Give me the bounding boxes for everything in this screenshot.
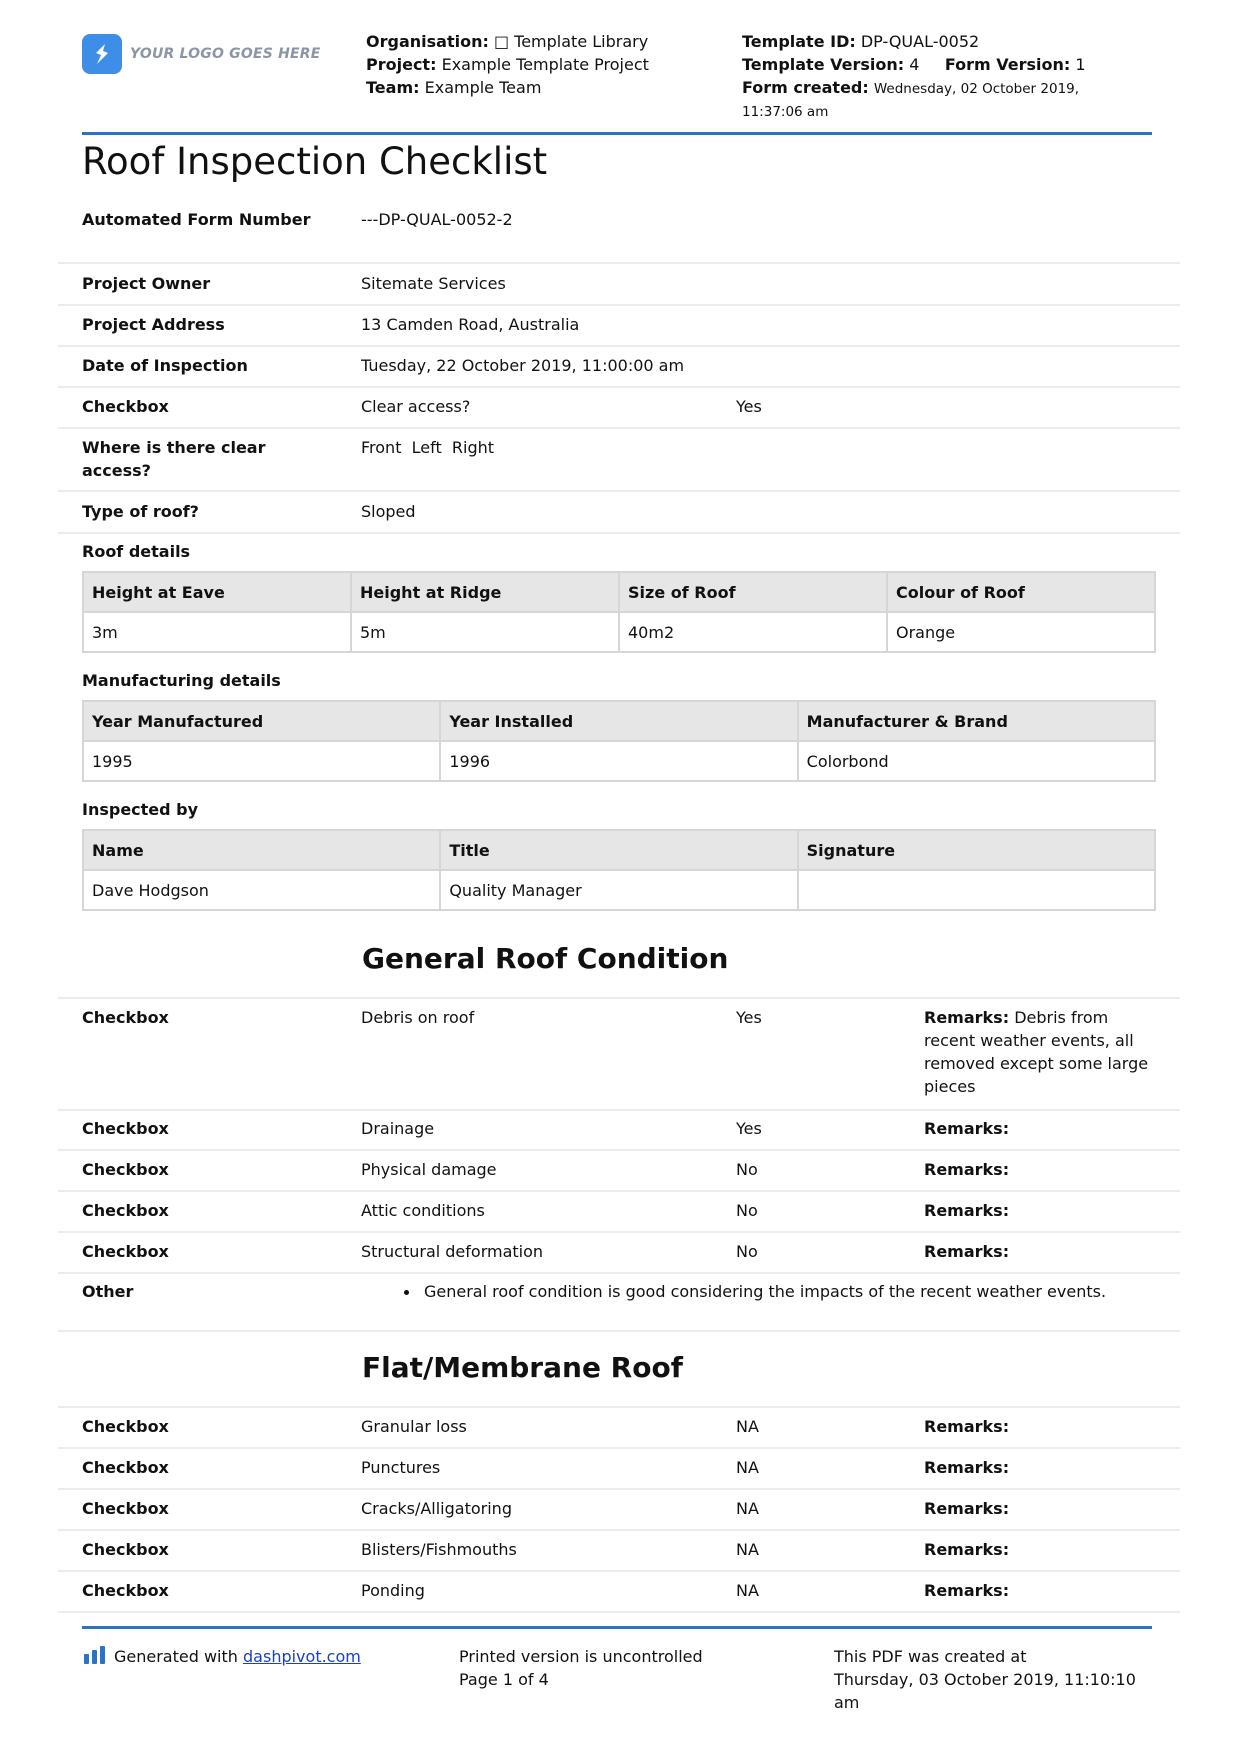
inspected-by-table bbox=[82, 829, 1156, 911]
checklist-row bbox=[58, 1456, 1180, 1490]
table-cell: Colorbond bbox=[798, 741, 1155, 781]
form-created-label: Form created: bbox=[742, 78, 869, 97]
checklist-item: Debris on roof bbox=[361, 1008, 475, 1027]
field-row bbox=[58, 500, 1180, 534]
field-label: Project Owner bbox=[82, 274, 211, 293]
remarks-label: Remarks: bbox=[924, 1540, 1010, 1559]
field-label: Automated Form Number bbox=[82, 210, 311, 229]
field-value: Sloped bbox=[361, 502, 416, 521]
team-label: Team: bbox=[366, 78, 420, 97]
checklist-remarks bbox=[924, 1415, 1160, 1438]
header-project-info bbox=[366, 30, 726, 99]
checklist-item: Blisters/Fishmouths bbox=[361, 1540, 517, 1559]
table-header: Height at Ridge bbox=[351, 572, 619, 612]
header-divider bbox=[82, 132, 1152, 135]
checklist-remarks bbox=[924, 1538, 1160, 1561]
roof-details-table bbox=[82, 571, 1156, 653]
checklist-answer: NA bbox=[736, 1540, 759, 1559]
checklist-answer: NA bbox=[736, 1458, 759, 1477]
remarks-label: Remarks: bbox=[924, 1458, 1010, 1477]
template-id-label: Template ID: bbox=[742, 32, 856, 51]
checklist-row bbox=[58, 1415, 1180, 1449]
table-cell: 3m bbox=[83, 612, 351, 652]
table-header: Year Manufactured bbox=[83, 701, 440, 741]
field-label: Date of Inspection bbox=[82, 356, 248, 375]
remarks-text: Debris from recent weather events, all removed except some large pieces bbox=[924, 1008, 1149, 1096]
table-header: Signature bbox=[798, 830, 1155, 870]
checklist-label: Checkbox bbox=[82, 1458, 169, 1477]
checklist-item: Granular loss bbox=[361, 1417, 467, 1436]
section-divider bbox=[58, 1406, 1180, 1408]
checklist-remarks bbox=[924, 1579, 1160, 1602]
checklist-label: Checkbox bbox=[82, 1417, 169, 1436]
other-row bbox=[58, 1280, 1180, 1332]
logo-text: YOUR LOGO GOES HERE bbox=[130, 46, 321, 62]
table-cell: Dave Hodgson bbox=[83, 870, 440, 910]
created-line: This PDF was created at bbox=[834, 1647, 1027, 1666]
checklist-label: Checkbox bbox=[82, 1499, 169, 1518]
field-label: Type of roof? bbox=[82, 502, 199, 521]
checklist-row bbox=[58, 1158, 1180, 1192]
checklist-label: Checkbox bbox=[82, 1160, 169, 1179]
checklist-row bbox=[58, 1579, 1180, 1613]
logo-icon bbox=[82, 34, 122, 74]
table-cell: 1995 bbox=[83, 741, 440, 781]
form-version-label: Form Version: bbox=[944, 55, 1071, 74]
checklist-item: Attic conditions bbox=[361, 1201, 485, 1220]
checklist-remarks bbox=[924, 1240, 1160, 1263]
checklist-label: Checkbox bbox=[82, 1242, 169, 1261]
remarks-label: Remarks: bbox=[924, 1201, 1010, 1220]
field-answer: Yes bbox=[736, 397, 762, 416]
field-label: Where is there clear access? bbox=[82, 438, 266, 480]
section-divider bbox=[58, 997, 1180, 999]
section-heading-general: General Roof Condition bbox=[362, 942, 729, 975]
checklist-remarks bbox=[924, 1006, 1160, 1098]
footer-created bbox=[834, 1645, 1164, 1714]
bullet-icon bbox=[404, 1290, 409, 1295]
created-line: Thursday, 03 October 2019, 11:10:10 bbox=[834, 1670, 1136, 1689]
table-cell: 5m bbox=[351, 612, 619, 652]
checklist-remarks bbox=[924, 1456, 1160, 1479]
template-id-value: DP-QUAL-0052 bbox=[860, 32, 980, 51]
checklist-label: Checkbox bbox=[82, 1119, 169, 1138]
remarks-label: Remarks: bbox=[924, 1417, 1010, 1436]
checklist-row bbox=[58, 1538, 1180, 1572]
created-line: am bbox=[834, 1693, 860, 1712]
checklist-item: Drainage bbox=[361, 1119, 435, 1138]
table-header: Year Installed bbox=[440, 701, 797, 741]
other-label: Other bbox=[82, 1282, 134, 1301]
generated-text: Generated with bbox=[114, 1647, 238, 1666]
checklist-remarks bbox=[924, 1199, 1160, 1222]
table-header: Name bbox=[83, 830, 440, 870]
field-row bbox=[58, 436, 1180, 492]
remarks-label: Remarks: bbox=[924, 1499, 1010, 1518]
checklist-item: Ponding bbox=[361, 1581, 425, 1600]
checklist-row bbox=[58, 1117, 1180, 1151]
company-logo bbox=[82, 34, 321, 74]
checklist-answer: NA bbox=[736, 1499, 759, 1518]
dashpivot-logo-icon bbox=[84, 1646, 108, 1670]
form-version-value: 1 bbox=[1075, 55, 1086, 74]
checklist-item: Punctures bbox=[361, 1458, 441, 1477]
checklist-row bbox=[58, 1240, 1180, 1274]
footer-generated bbox=[84, 1645, 361, 1670]
document-header bbox=[82, 30, 1152, 130]
roof-details-label: Roof details bbox=[82, 542, 191, 561]
footer-status bbox=[459, 1645, 703, 1691]
table-header: Title bbox=[440, 830, 797, 870]
checklist-row bbox=[58, 1199, 1180, 1233]
checklist-answer: No bbox=[736, 1201, 758, 1220]
checklist-label: Checkbox bbox=[82, 1581, 169, 1600]
field-value: ---DP-QUAL-0052-2 bbox=[361, 210, 513, 229]
team-value: Example Team bbox=[424, 78, 542, 97]
manufacturing-details-table bbox=[82, 700, 1156, 782]
field-value: 13 Camden Road, Australia bbox=[361, 315, 580, 334]
table-cell: 40m2 bbox=[619, 612, 887, 652]
field-value: Front Left Right bbox=[361, 438, 495, 457]
remarks-label: Remarks: bbox=[924, 1242, 1010, 1261]
checklist-answer: NA bbox=[736, 1581, 759, 1600]
field-label: Project Address bbox=[82, 315, 225, 334]
template-version-value: 4 bbox=[909, 55, 920, 74]
page-number: Page 1 of 4 bbox=[459, 1670, 549, 1689]
remarks-label: Remarks: bbox=[924, 1008, 1010, 1027]
checklist-answer: Yes bbox=[736, 1119, 762, 1138]
checklist-row bbox=[58, 1497, 1180, 1531]
field-row bbox=[58, 272, 1180, 306]
field-row bbox=[58, 395, 1180, 429]
project-value: Example Template Project bbox=[441, 55, 649, 74]
project-label: Project: bbox=[366, 55, 437, 74]
footer-divider bbox=[82, 1626, 1152, 1629]
remarks-label: Remarks: bbox=[924, 1581, 1010, 1600]
remarks-label: Remarks: bbox=[924, 1119, 1010, 1138]
dashpivot-link[interactable]: dashpivot.com bbox=[243, 1647, 361, 1666]
checklist-remarks bbox=[924, 1117, 1160, 1140]
manufacturing-details-label: Manufacturing details bbox=[82, 671, 281, 690]
field-value: Clear access? bbox=[361, 397, 471, 416]
checklist-answer: NA bbox=[736, 1417, 759, 1436]
table-header: Size of Roof bbox=[619, 572, 887, 612]
field-value: Sitemate Services bbox=[361, 274, 506, 293]
checklist-label: Checkbox bbox=[82, 1540, 169, 1559]
checklist-answer: No bbox=[736, 1242, 758, 1261]
checklist-answer: No bbox=[736, 1160, 758, 1179]
table-header: Manufacturer & Brand bbox=[798, 701, 1155, 741]
form-created-time: 11:37:06 am bbox=[742, 104, 829, 120]
signature-cell bbox=[798, 870, 1155, 910]
field-row bbox=[58, 313, 1180, 347]
checklist-label: Checkbox bbox=[82, 1008, 169, 1027]
field-value: Tuesday, 22 October 2019, 11:00:00 am bbox=[361, 356, 685, 375]
uncontrolled-notice: Printed version is uncontrolled bbox=[459, 1647, 703, 1666]
checklist-answer: Yes bbox=[736, 1008, 762, 1027]
other-text: General roof condition is good considering the impacts of the recent weather events. bbox=[424, 1282, 1107, 1301]
checklist-label: Checkbox bbox=[82, 1201, 169, 1220]
table-header: Height at Eave bbox=[83, 572, 351, 612]
checklist-remarks bbox=[924, 1497, 1160, 1520]
checklist-item: Physical damage bbox=[361, 1160, 497, 1179]
checklist-row bbox=[58, 1006, 1180, 1111]
inspected-by-label: Inspected by bbox=[82, 800, 199, 819]
template-version-label: Template Version: bbox=[742, 55, 905, 74]
table-header: Colour of Roof bbox=[887, 572, 1155, 612]
table-cell: 1996 bbox=[440, 741, 797, 781]
form-created-value: Wednesday, 02 October 2019, bbox=[873, 81, 1080, 97]
field-label: Checkbox bbox=[82, 397, 169, 416]
checklist-item: Structural deformation bbox=[361, 1242, 544, 1261]
header-template-info bbox=[742, 30, 1162, 124]
field-row bbox=[58, 208, 1180, 264]
section-heading-flat: Flat/Membrane Roof bbox=[362, 1351, 683, 1384]
page-title: Roof Inspection Checklist bbox=[82, 140, 548, 183]
table-cell: Quality Manager bbox=[440, 870, 797, 910]
checklist-remarks bbox=[924, 1158, 1160, 1181]
field-row bbox=[58, 354, 1180, 388]
organisation-value: □ Template Library bbox=[493, 32, 649, 51]
checklist-item: Cracks/Alligatoring bbox=[361, 1499, 512, 1518]
table-cell: Orange bbox=[887, 612, 1155, 652]
remarks-label: Remarks: bbox=[924, 1160, 1010, 1179]
organisation-label: Organisation: bbox=[366, 32, 489, 51]
